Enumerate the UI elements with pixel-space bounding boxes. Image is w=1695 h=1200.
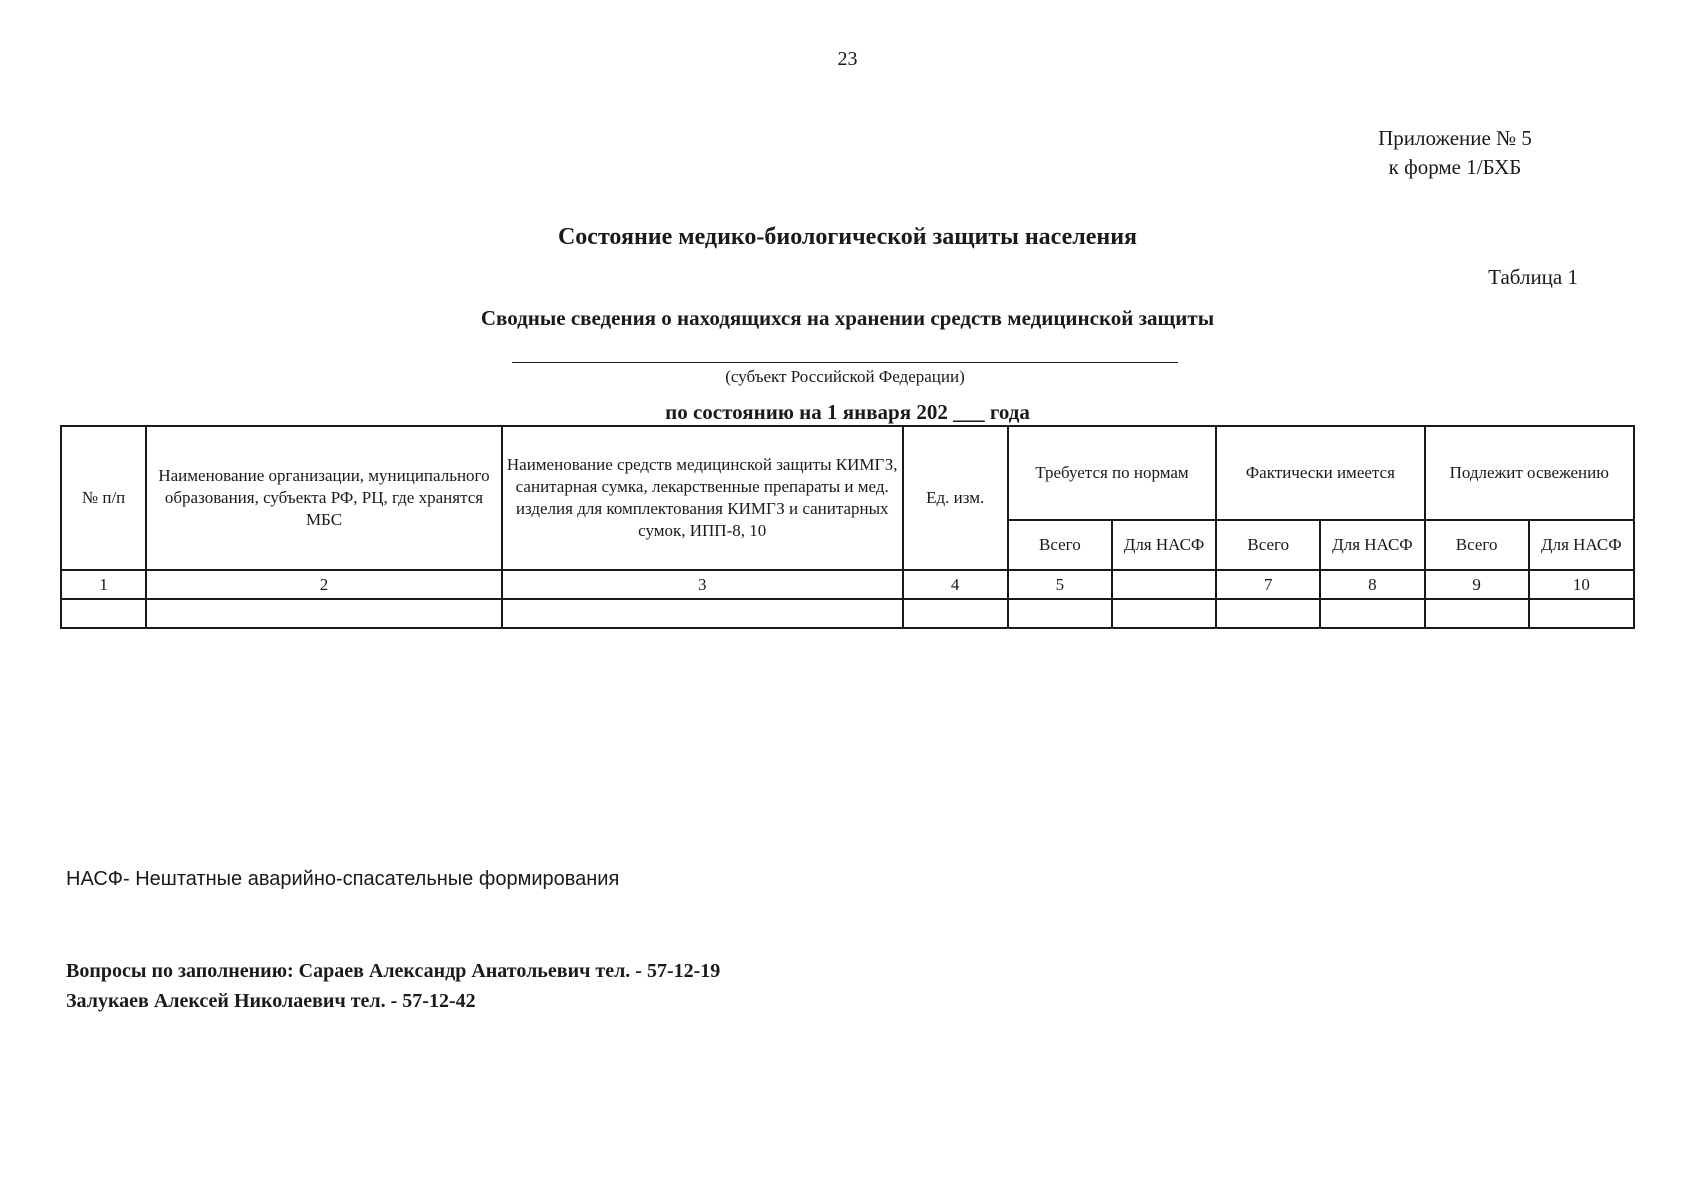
header-actually-available: Фактически имеется	[1216, 426, 1424, 520]
column-number-cell: 1	[61, 570, 146, 599]
column-number-cell	[1112, 570, 1216, 599]
header-required-by-norms: Требуется по нормам	[1008, 426, 1216, 520]
subject-fill-line	[512, 362, 1178, 363]
column-number-cell: 2	[146, 570, 502, 599]
table-cell[interactable]	[1008, 599, 1112, 628]
appendix-line-2: к форме 1/БХБ	[1388, 155, 1522, 179]
column-number-cell: 10	[1529, 570, 1634, 599]
contact-info	[66, 956, 720, 1016]
table-cell[interactable]	[1216, 599, 1320, 628]
header-required-nasf: Для НАСФ	[1112, 520, 1216, 570]
table-cell[interactable]	[1529, 599, 1634, 628]
table-cell[interactable]	[903, 599, 1008, 628]
column-number-cell: 4	[903, 570, 1008, 599]
column-number-cell: 7	[1216, 570, 1320, 599]
table-cell[interactable]	[1425, 599, 1529, 628]
contact-line-1: Вопросы по заполнению: Сараев Александр Анатольевич тел. - 57-12-19	[66, 960, 721, 982]
document-title: Состояние медико-биологической защиты населения	[557, 224, 1138, 250]
header-unit: Ед. изм.	[903, 426, 1008, 570]
header-available-total: Всего	[1216, 520, 1320, 570]
as-of-date-line: по состоянию на 1 января 202 ___ года	[665, 400, 1030, 424]
appendix-line-1: Приложение № 5	[1378, 126, 1532, 150]
table-cell[interactable]	[1112, 599, 1216, 628]
header-protection-means: Наименование средств медицинской защиты КИМГЗ, санитарная сумка, лекарственные препараты и мед. изделия для комплектования КИМГЗ и санитарных сумок, ИПП-8, 10	[502, 426, 903, 570]
header-available-nasf: Для НАСФ	[1320, 520, 1424, 570]
table-cell[interactable]	[502, 599, 903, 628]
header-refresh-total: Всего	[1425, 520, 1529, 570]
table-cell[interactable]	[1320, 599, 1424, 628]
page-number: 23	[837, 48, 858, 70]
column-number-cell: 5	[1008, 570, 1112, 599]
column-number-cell: 8	[1320, 570, 1424, 599]
table-row	[61, 599, 1634, 628]
table-number-label: Таблица 1	[1488, 265, 1578, 289]
column-number-row	[61, 570, 1634, 599]
table-cell[interactable]	[61, 599, 146, 628]
table-cell[interactable]	[146, 599, 502, 628]
subject-caption: (субъект Российской Федерации)	[725, 367, 965, 386]
table-title: Сводные сведения о находящихся на хранении средств медицинской защиты	[480, 306, 1215, 330]
summary-table	[60, 425, 1635, 629]
appendix-reference	[1330, 124, 1580, 182]
abbreviation-note: НАСФ- Нештатные аварийно-спасательные формирования	[66, 868, 620, 890]
column-number-cell: 9	[1425, 570, 1529, 599]
header-refresh-nasf: Для НАСФ	[1529, 520, 1634, 570]
column-number-cell: 3	[502, 570, 903, 599]
header-row-1	[61, 426, 1634, 520]
header-to-be-refreshed: Подлежит освежению	[1425, 426, 1634, 520]
contact-line-2: Залукаев Алексей Николаевич тел. - 57-12-42	[66, 990, 476, 1012]
header-row-number: № п/п	[61, 426, 146, 570]
header-organization: Наименование организации, муниципального образования, субъекта РФ, РЦ, где хранятся МБС	[146, 426, 502, 570]
header-required-total: Всего	[1008, 520, 1112, 570]
